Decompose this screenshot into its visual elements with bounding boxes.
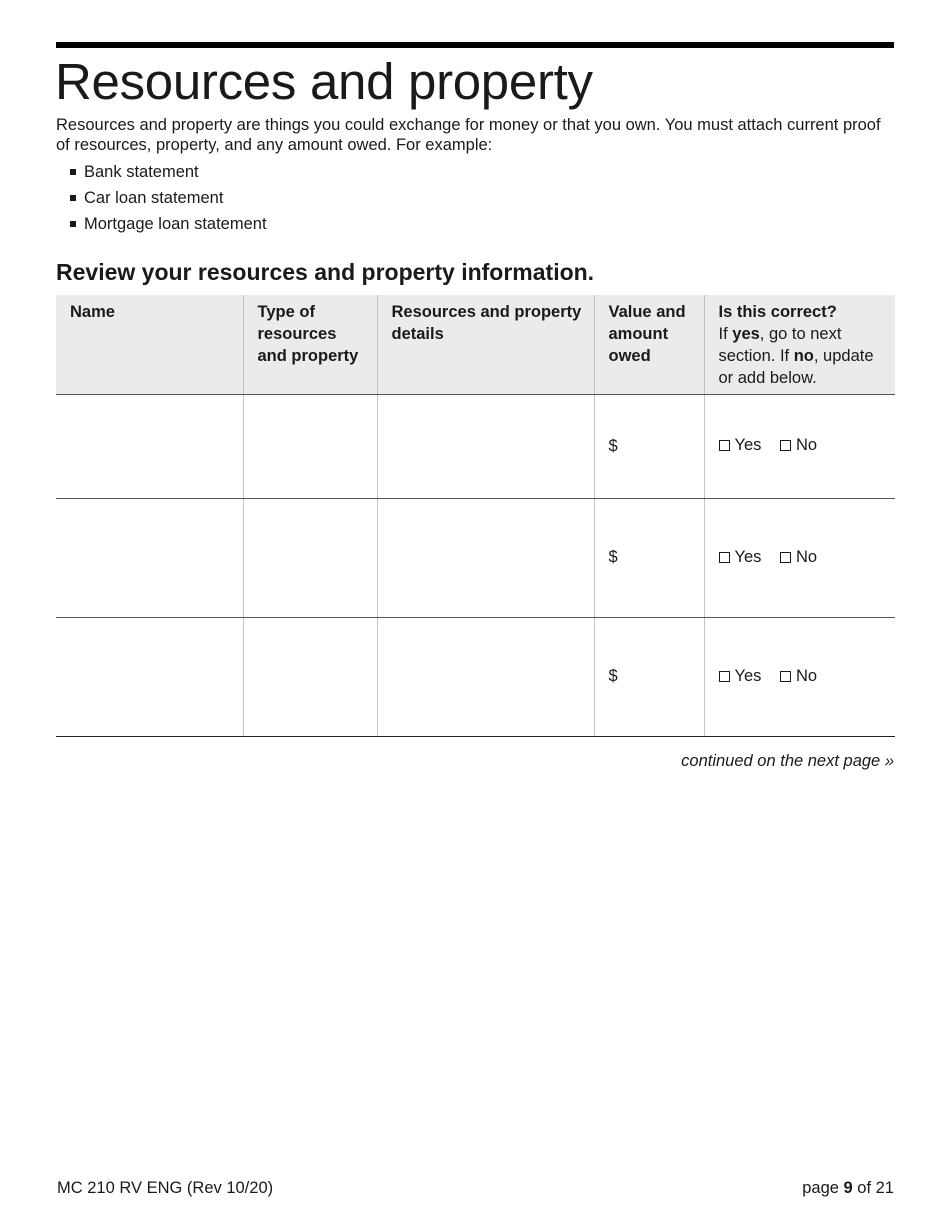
continued-note: continued on the next page » (681, 752, 894, 770)
list-item (70, 162, 267, 188)
type-cell[interactable] (243, 394, 377, 498)
bullet-square-icon (70, 195, 76, 201)
correct-cell (704, 498, 895, 617)
page-title: Resources and property (55, 53, 593, 110)
table-row (56, 617, 895, 736)
instr-text: If (718, 325, 733, 343)
value-cell[interactable] (594, 394, 704, 498)
page-suffix: of 21 (852, 1179, 894, 1197)
checkbox-icon (719, 552, 730, 563)
list-item (70, 188, 267, 214)
checkbox-icon (719, 671, 730, 682)
header-type: Type of resources and property (243, 295, 377, 394)
header-value: Value and amount owed (594, 295, 704, 394)
type-cell[interactable] (243, 498, 377, 617)
intro-paragraph: Resources and property are things you could exchange for money or that you own. You must attach current proof of resources, property, and any amount owed. For example: (56, 116, 881, 154)
table-header-row (56, 295, 895, 394)
form-id: MC 210 RV ENG (Rev 10/20) (57, 1179, 274, 1197)
no-checkbox[interactable] (780, 548, 817, 567)
value-cell[interactable] (594, 498, 704, 617)
dollar-sign: $ (608, 436, 618, 455)
yes-checkbox[interactable] (719, 436, 762, 455)
type-cell[interactable] (243, 617, 377, 736)
header-details: Resources and property details (377, 295, 594, 394)
header-correct (704, 295, 895, 394)
correct-cell (704, 394, 895, 498)
section-heading: Review your resources and property information. (56, 259, 595, 285)
checkbox-icon (780, 552, 791, 563)
dollar-sign: $ (608, 667, 618, 685)
dollar-sign: $ (608, 548, 618, 566)
checkbox-icon (719, 440, 730, 451)
list-item (70, 214, 267, 240)
header-correct-title: Is this correct? (718, 303, 837, 321)
list-item-label: Mortgage loan statement (84, 215, 267, 233)
header-name: Name (56, 295, 243, 394)
name-cell[interactable] (56, 498, 243, 617)
page-number (802, 1179, 894, 1198)
no-label: No (796, 666, 818, 685)
bullet-square-icon (70, 221, 76, 227)
yes-checkbox[interactable] (719, 548, 762, 567)
name-cell[interactable] (56, 394, 243, 498)
instr-yes: yes (732, 325, 760, 343)
list-item-label: Car loan statement (84, 189, 224, 207)
no-checkbox[interactable] (780, 667, 817, 686)
name-cell[interactable] (56, 617, 243, 736)
yes-checkbox[interactable] (719, 667, 762, 686)
checkbox-icon (780, 440, 791, 451)
details-cell[interactable] (377, 394, 594, 498)
details-cell[interactable] (377, 617, 594, 736)
instr-text: , update or add below. (718, 347, 874, 387)
example-list (70, 162, 267, 240)
header-correct-instructions (719, 323, 888, 389)
resources-table (56, 295, 895, 737)
list-item-label: Bank statement (84, 163, 199, 181)
yes-label: Yes (734, 547, 762, 566)
top-rule (56, 42, 894, 48)
page-prefix: page (802, 1179, 844, 1197)
correct-cell (704, 617, 895, 736)
no-label: No (796, 547, 818, 566)
value-cell[interactable] (594, 617, 704, 736)
details-cell[interactable] (377, 498, 594, 617)
instr-no: no (793, 347, 814, 365)
checkbox-icon (780, 671, 791, 682)
bullet-square-icon (70, 169, 76, 175)
yes-label: Yes (734, 666, 762, 685)
table-row (56, 498, 895, 617)
yes-label: Yes (734, 436, 762, 454)
instr-text: , go to next section. If (718, 325, 842, 365)
page-current: 9 (843, 1179, 853, 1197)
no-checkbox[interactable] (780, 436, 817, 455)
table-row (56, 394, 895, 498)
no-label: No (796, 436, 818, 454)
